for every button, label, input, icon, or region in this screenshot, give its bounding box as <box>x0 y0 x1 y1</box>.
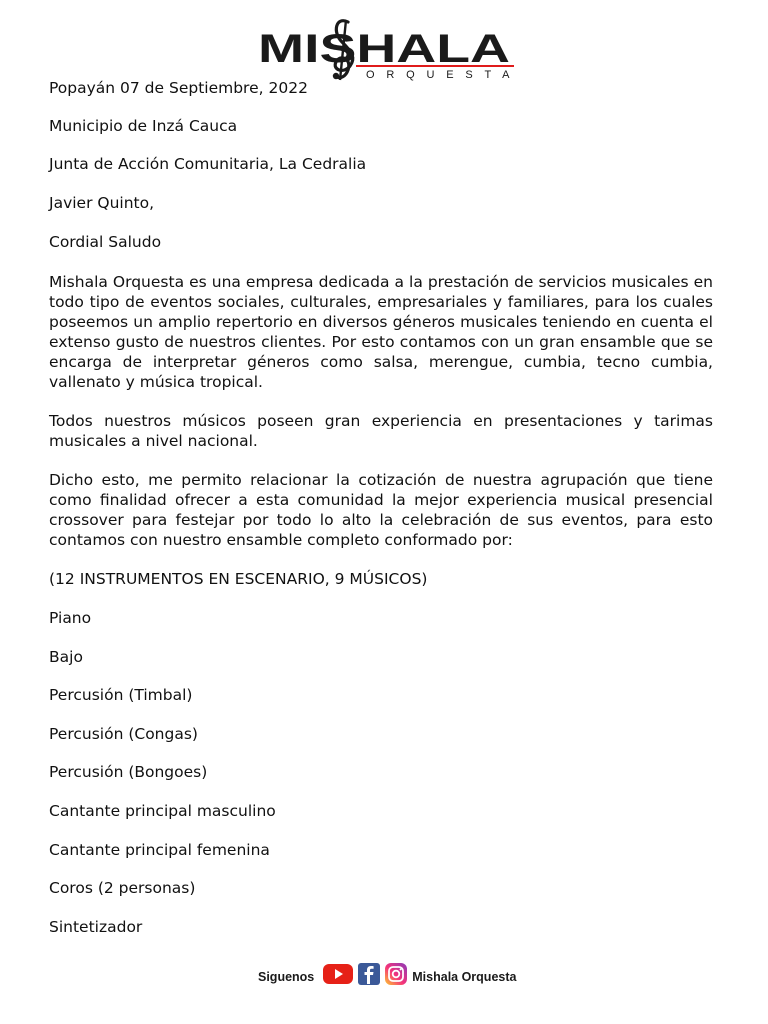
instrument-item: Sintetizador <box>49 918 143 936</box>
logo-name: MISHALA <box>258 27 510 71</box>
paragraph-intro: Mishala Orquesta es una empresa dedicada a la prestación de servicios musicales en todo tipo de eventos sociales, culturales, empresariales y familiares, para los cuales poseemos un amplio repertorio en diversos géneros musicales teniendo en cuenta el extenso gusto de nuestros clientes. Por esto contamos con un gran ensamble que se encarga de interpretar géneros como salsa, merengue, cumbia, tecno cumbia, vallenato y música tropical. <box>49 273 713 391</box>
paragraph-quotation: Dicho esto, me permito relacionar la cotización de nuestra agrupación que tiene como finalidad ofrecer a esta comunidad la mejor experiencia musical presencial crossover para festejar por todo lo alto la celebración de sus eventos, para esto contamos con nuestro ensamble completo conformado por: <box>49 471 713 549</box>
ensemble-header: (12 INSTRUMENTOS EN ESCENARIO, 9 MÚSICOS) <box>49 570 428 588</box>
footer-social <box>258 958 516 990</box>
brand-label: Mishala Orquesta <box>412 970 517 984</box>
letter-body <box>49 78 713 937</box>
follow-label: Siguenos <box>258 970 315 984</box>
instagram-icon[interactable] <box>384 962 408 986</box>
mishala-logo <box>256 14 518 84</box>
instrument-item: Percusión (Bongoes) <box>49 763 208 781</box>
instrument-item: Bajo <box>49 648 83 666</box>
youtube-icon[interactable] <box>322 962 354 986</box>
letter-greeting: Cordial Saludo <box>49 233 162 251</box>
letter-recipient: Javier Quinto, <box>49 194 155 212</box>
paragraph-experience: Todos nuestros músicos poseen gran experiencia en presentaciones y tarimas musicales a nivel nacional. <box>49 412 713 450</box>
letter-date: Popayán 07 de Septiembre, 2022 <box>49 79 308 97</box>
instrument-item: Percusión (Timbal) <box>49 686 193 704</box>
instrument-item: Cantante principal femenina <box>49 841 270 859</box>
instrument-item: Percusión (Congas) <box>49 725 198 743</box>
instrument-item: Coros (2 personas) <box>49 879 196 897</box>
logo-subtitle: ORQUESTA <box>366 69 512 81</box>
instrument-item: Cantante principal masculino <box>49 802 276 820</box>
facebook-icon[interactable] <box>358 962 380 986</box>
letter-municipality: Municipio de Inzá Cauca <box>49 117 238 135</box>
letter-organization: Junta de Acción Comunitaria, La Cedralia <box>49 155 367 173</box>
instrument-item: Piano <box>49 609 92 627</box>
